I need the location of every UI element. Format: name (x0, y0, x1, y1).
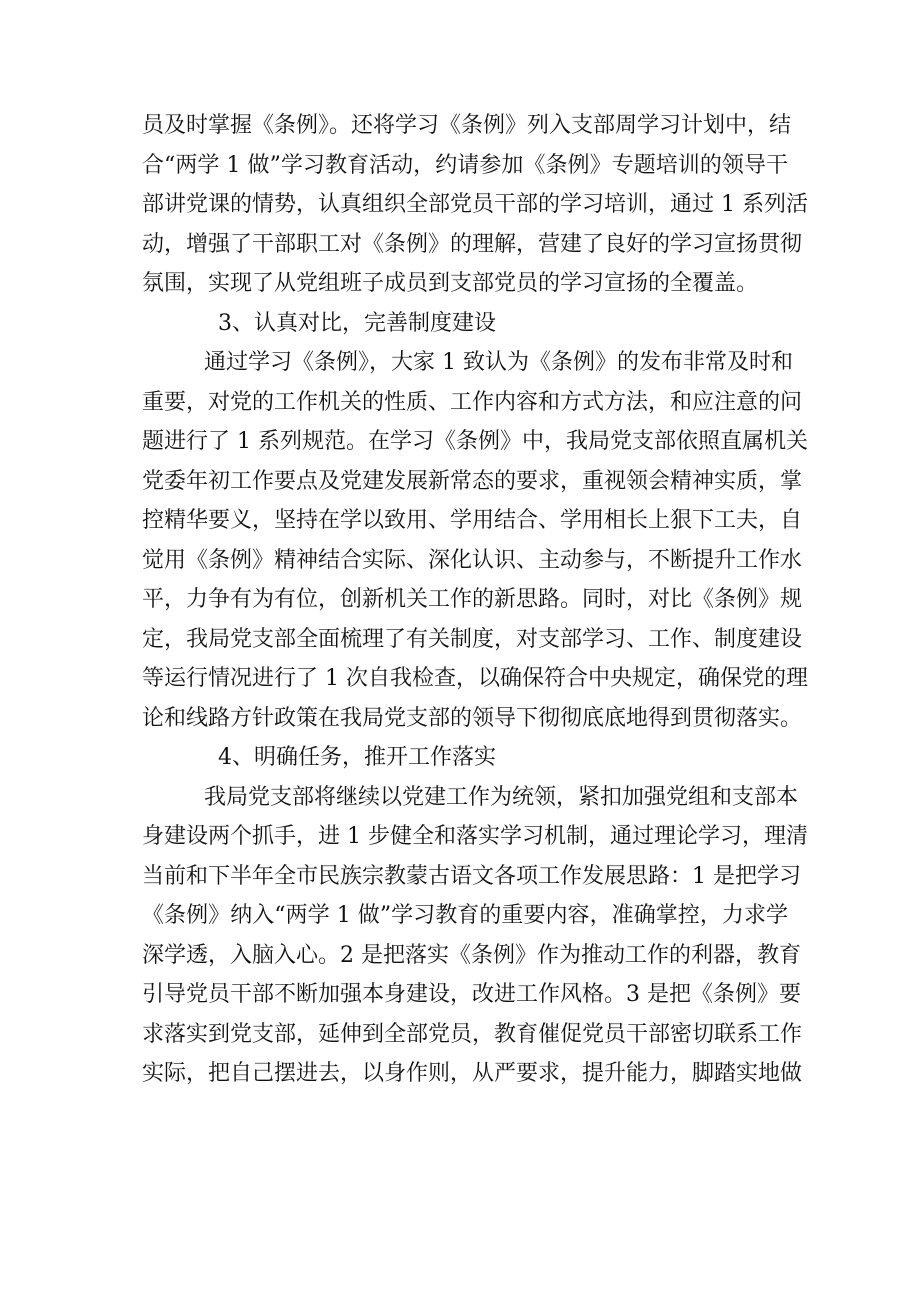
paragraph-line: 员及时掌握《条例》。还将学习《条例》列入支部周学习计划中，结 (142, 113, 792, 138)
paragraph-line: 求落实到党支部，延伸到全部党员，教育催促党员干部密切联系工作 (142, 1021, 803, 1047)
heading-text: 4、明确任务，推开工作落实 (218, 745, 496, 770)
paragraph-line: 论和线路方针政策在我局党支部的领导下彻彻底底地得到贯彻落实。 (142, 705, 803, 731)
paragraph-line: 题进行了 1 系列规范。在学习《条例》中，我局党支部依照直属机关 (142, 429, 808, 454)
paragraph (142, 343, 808, 738)
paragraph-line: 引导党员干部不断加强本身建设，改进工作风格。3 是把《条例》要 (142, 982, 801, 1007)
paragraph-line: 等运行情况进行了 1 次自我检查，以确保符合中央规定，确保党的理 (142, 666, 808, 691)
paragraph-line: 重要，对党的工作机关的性质、工作内容和方式方法，和应注意的问 (142, 389, 803, 415)
paragraph-line: 党委年初工作要点及党建发展新常态的要求，重视领会精神实质，掌 (142, 468, 803, 494)
paragraph-line: 动，增强了干部职工对《条例》的理解，营建了良好的学习宣扬贯彻 (142, 231, 803, 257)
paragraph-line: 通过学习《条例》，大家 1 致认为《条例》的发布非常及时和 (204, 350, 793, 375)
section-heading (142, 304, 788, 344)
paragraph-line: 氛围，实现了从党组班子成员到支部党员的学习宣扬的全覆盖。 (142, 271, 759, 296)
heading-text: 3、认真对比，完善制度建设 (218, 310, 496, 336)
paragraph-line: 实际，把自己摆进去，以身作则，从严要求，提升能力，脚踏实地做 (142, 1061, 803, 1086)
paragraph-line: 身建设两个抓手，进 1 步健全和落实学习机制，通过理论学习，理清 (142, 824, 808, 849)
paragraph-line: 部讲党课的情势，认真组织全部党员干部的学习培训，通过 1 系列活 (142, 192, 808, 217)
paragraph-line: 觉用《条例》精神结合实际、深化认识、主动参与，不断提升工作水 (142, 547, 803, 573)
paragraph-line: 控精华要义，坚持在学以致用、学用结合、学用相长上狠下工夫，自 (142, 508, 803, 533)
document-body (142, 106, 808, 1094)
section-heading (142, 738, 788, 778)
paragraph (142, 106, 808, 304)
paragraph-line: 平，力争有为有位，创新机关工作的新思路。同时，对比《条例》规 (142, 587, 803, 612)
paragraph-line: 当前和下半年全市民族宗教蒙古语文各项工作发展思路：1 是把学习 (142, 863, 801, 889)
paragraph-line: 《条例》纳入“两学 1 做”学习教育的重要内容，准确掌控，力求学 (142, 903, 788, 928)
paragraph-line: 深学透，入脑入心。2 是把落实《条例》作为推动工作的利器，教育 (142, 942, 801, 968)
paragraph-line: 定，我局党支部全面梳理了有关制度，对支部学习、工作、制度建设 (142, 626, 803, 652)
paragraph-line: 我局党支部将继续以党建工作为统领，紧扣加强党组和支部本 (204, 784, 799, 810)
paragraph (142, 778, 808, 1094)
paragraph-line: 合“两学 1 做”学习教育活动，约请参加《条例》专题培训的领导干 (142, 152, 788, 178)
